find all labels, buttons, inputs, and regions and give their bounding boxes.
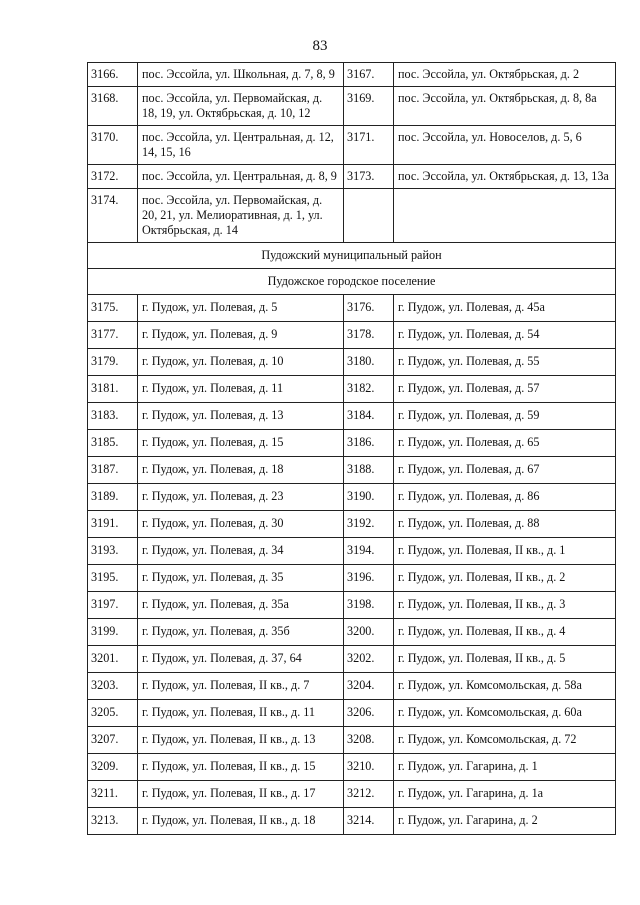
entry-number: 3198. — [344, 592, 394, 619]
entry-address: г. Пудож, ул. Гагарина, д. 2 — [394, 808, 616, 835]
settlement-header-row — [88, 269, 616, 295]
entry-address: пос. Эссойла, ул. Центральная, д. 12, 14, 15, 16 — [138, 126, 344, 165]
entry-number: 3173. — [344, 165, 394, 189]
entry-address: г. Пудож, ул. Полевая, д. 23 — [138, 484, 344, 511]
entry-number: 3202. — [344, 646, 394, 673]
entry-number: 3193. — [88, 538, 138, 565]
entry-address: г. Пудож, ул. Полевая, д. 34 — [138, 538, 344, 565]
entry-address: г. Пудож, ул. Полевая, II кв., д. 13 — [138, 727, 344, 754]
entry-number: 3196. — [344, 565, 394, 592]
table-row — [88, 457, 616, 484]
table-row — [88, 63, 616, 87]
table-row — [88, 430, 616, 457]
entry-number: 3166. — [88, 63, 138, 87]
entry-number: 3183. — [88, 403, 138, 430]
table-row — [88, 592, 616, 619]
entry-number: 3203. — [88, 673, 138, 700]
entry-number: 3185. — [88, 430, 138, 457]
entry-number: 3206. — [344, 700, 394, 727]
table-row — [88, 403, 616, 430]
entry-address: пос. Эссойла, ул. Школьная, д. 7, 8, 9 — [138, 63, 344, 87]
entry-address: г. Пудож, ул. Полевая, д. 15 — [138, 430, 344, 457]
entry-number: 3214. — [344, 808, 394, 835]
entry-address: пос. Эссойла, ул. Центральная, д. 8, 9 — [138, 165, 344, 189]
table-row — [88, 322, 616, 349]
table-row — [88, 646, 616, 673]
entry-number: 3194. — [344, 538, 394, 565]
entry-address: г. Пудож, ул. Гагарина, д. 1а — [394, 781, 616, 808]
entry-address: пос. Эссойла, ул. Октябрьская, д. 13, 13а — [394, 165, 616, 189]
entry-number: 3189. — [88, 484, 138, 511]
entry-address: г. Пудож, ул. Полевая, II кв., д. 7 — [138, 673, 344, 700]
entry-number: 3213. — [88, 808, 138, 835]
entry-number: 3167. — [344, 63, 394, 87]
entry-number: 3184. — [344, 403, 394, 430]
table-row — [88, 619, 616, 646]
entry-number: 3172. — [88, 165, 138, 189]
entry-address: г. Пудож, ул. Полевая, д. 37, 64 — [138, 646, 344, 673]
entry-address: г. Пудож, ул. Полевая, д. 88 — [394, 511, 616, 538]
entry-address: г. Пудож, ул. Полевая, д. 67 — [394, 457, 616, 484]
table-row — [88, 727, 616, 754]
entry-number: 3192. — [344, 511, 394, 538]
entry-address: г. Пудож, ул. Полевая, д. 65 — [394, 430, 616, 457]
entry-number: 3178. — [344, 322, 394, 349]
entry-address: пос. Эссойла, ул. Октябрьская, д. 2 — [394, 63, 616, 87]
entry-number: 3195. — [88, 565, 138, 592]
entry-address — [394, 189, 616, 243]
entry-address: г. Пудож, ул. Полевая, д. 13 — [138, 403, 344, 430]
table-row — [88, 781, 616, 808]
entry-number: 3200. — [344, 619, 394, 646]
entry-address: г. Пудож, ул. Полевая, д. 10 — [138, 349, 344, 376]
entry-number: 3181. — [88, 376, 138, 403]
table-row — [88, 484, 616, 511]
entry-address: г. Пудож, ул. Полевая, II кв., д. 2 — [394, 565, 616, 592]
entry-address: г. Пудож, ул. Полевая, д. 11 — [138, 376, 344, 403]
entry-number: 3187. — [88, 457, 138, 484]
table-row — [88, 700, 616, 727]
entry-address: г. Пудож, ул. Полевая, д. 9 — [138, 322, 344, 349]
entry-number: 3190. — [344, 484, 394, 511]
table-row — [88, 673, 616, 700]
address-table — [87, 62, 616, 835]
entry-number: 3209. — [88, 754, 138, 781]
entry-address: г. Пудож, ул. Полевая, д. 30 — [138, 511, 344, 538]
entry-address: г. Пудож, ул. Полевая, д. 35б — [138, 619, 344, 646]
table-row — [88, 808, 616, 835]
table-row — [88, 165, 616, 189]
entry-address: г. Пудож, ул. Полевая, II кв., д. 3 — [394, 592, 616, 619]
table-section-essoila — [88, 63, 616, 243]
entry-address: г. Пудож, ул. Комсомольская, д. 72 — [394, 727, 616, 754]
entry-address: г. Пудож, ул. Полевая, II кв., д. 17 — [138, 781, 344, 808]
table-row — [88, 538, 616, 565]
entry-address: пос. Эссойла, ул. Октябрьская, д. 8, 8а — [394, 87, 616, 126]
entry-number: 3191. — [88, 511, 138, 538]
entry-address: г. Пудож, ул. Комсомольская, д. 60а — [394, 700, 616, 727]
entry-address: г. Пудож, ул. Полевая, д. 59 — [394, 403, 616, 430]
entry-number: 3204. — [344, 673, 394, 700]
table-row — [88, 511, 616, 538]
entry-number: 3212. — [344, 781, 394, 808]
entry-number: 3180. — [344, 349, 394, 376]
entry-number: 3169. — [344, 87, 394, 126]
table-row — [88, 295, 616, 322]
entry-number: 3182. — [344, 376, 394, 403]
entry-address: г. Пудож, ул. Полевая, д. 5 — [138, 295, 344, 322]
entry-address: пос. Эссойла, ул. Первомайская, д. 18, 19, ул. Октябрьская, д. 10, 12 — [138, 87, 344, 126]
table-row — [88, 87, 616, 126]
entry-number: 3168. — [88, 87, 138, 126]
entry-number: 3176. — [344, 295, 394, 322]
entry-address: г. Пудож, ул. Полевая, д. 35а — [138, 592, 344, 619]
entry-number: 3186. — [344, 430, 394, 457]
entry-number: 3210. — [344, 754, 394, 781]
entry-address: пос. Эссойла, ул. Первомайская, д. 20, 21, ул. Мелиоративная, д. 1, ул. Октябрьская, д. 14 — [138, 189, 344, 243]
entry-address: г. Пудож, ул. Полевая, д. 35 — [138, 565, 344, 592]
page-number: 83 — [312, 38, 328, 54]
entry-number: 3207. — [88, 727, 138, 754]
entry-number: 3211. — [88, 781, 138, 808]
entry-address: г. Пудож, ул. Комсомольская, д. 58а — [394, 673, 616, 700]
entry-address: г. Пудож, ул. Полевая, II кв., д. 4 — [394, 619, 616, 646]
table-row — [88, 565, 616, 592]
entry-number: 3175. — [88, 295, 138, 322]
entry-address: г. Пудож, ул. Полевая, д. 86 — [394, 484, 616, 511]
entry-number: 3177. — [88, 322, 138, 349]
entry-address: г. Пудож, ул. Полевая, д. 45а — [394, 295, 616, 322]
entry-number: 3188. — [344, 457, 394, 484]
entry-address: г. Пудож, ул. Полевая, д. 18 — [138, 457, 344, 484]
entry-address: г. Пудож, ул. Полевая, д. 54 — [394, 322, 616, 349]
entry-address: г. Пудож, ул. Полевая, II кв., д. 11 — [138, 700, 344, 727]
entry-address: г. Пудож, ул. Полевая, II кв., д. 15 — [138, 754, 344, 781]
table-row — [88, 189, 616, 243]
entry-number: 3201. — [88, 646, 138, 673]
entry-number: 3170. — [88, 126, 138, 165]
entry-number: 3179. — [88, 349, 138, 376]
entry-address: г. Пудож, ул. Гагарина, д. 1 — [394, 754, 616, 781]
settlement-header: Пудожское городское поселение — [88, 269, 616, 295]
table-section-pudozh — [88, 295, 616, 835]
entry-address: пос. Эссойла, ул. Новоселов, д. 5, 6 — [394, 126, 616, 165]
table-section-headers — [88, 243, 616, 295]
district-header: Пудожский муниципальный район — [88, 243, 616, 269]
entry-number — [344, 189, 394, 243]
table-row — [88, 376, 616, 403]
entry-number: 3205. — [88, 700, 138, 727]
entry-number: 3208. — [344, 727, 394, 754]
table-row — [88, 126, 616, 165]
entry-number: 3174. — [88, 189, 138, 243]
entry-address: г. Пудож, ул. Полевая, д. 57 — [394, 376, 616, 403]
entry-address: г. Пудож, ул. Полевая, II кв., д. 5 — [394, 646, 616, 673]
entry-number: 3197. — [88, 592, 138, 619]
table-row — [88, 754, 616, 781]
entry-address: г. Пудож, ул. Полевая, II кв., д. 18 — [138, 808, 344, 835]
entry-address: г. Пудож, ул. Полевая, II кв., д. 1 — [394, 538, 616, 565]
entry-number: 3171. — [344, 126, 394, 165]
entry-number: 3199. — [88, 619, 138, 646]
entry-address: г. Пудож, ул. Полевая, д. 55 — [394, 349, 616, 376]
district-header-row — [88, 243, 616, 269]
table-row — [88, 349, 616, 376]
